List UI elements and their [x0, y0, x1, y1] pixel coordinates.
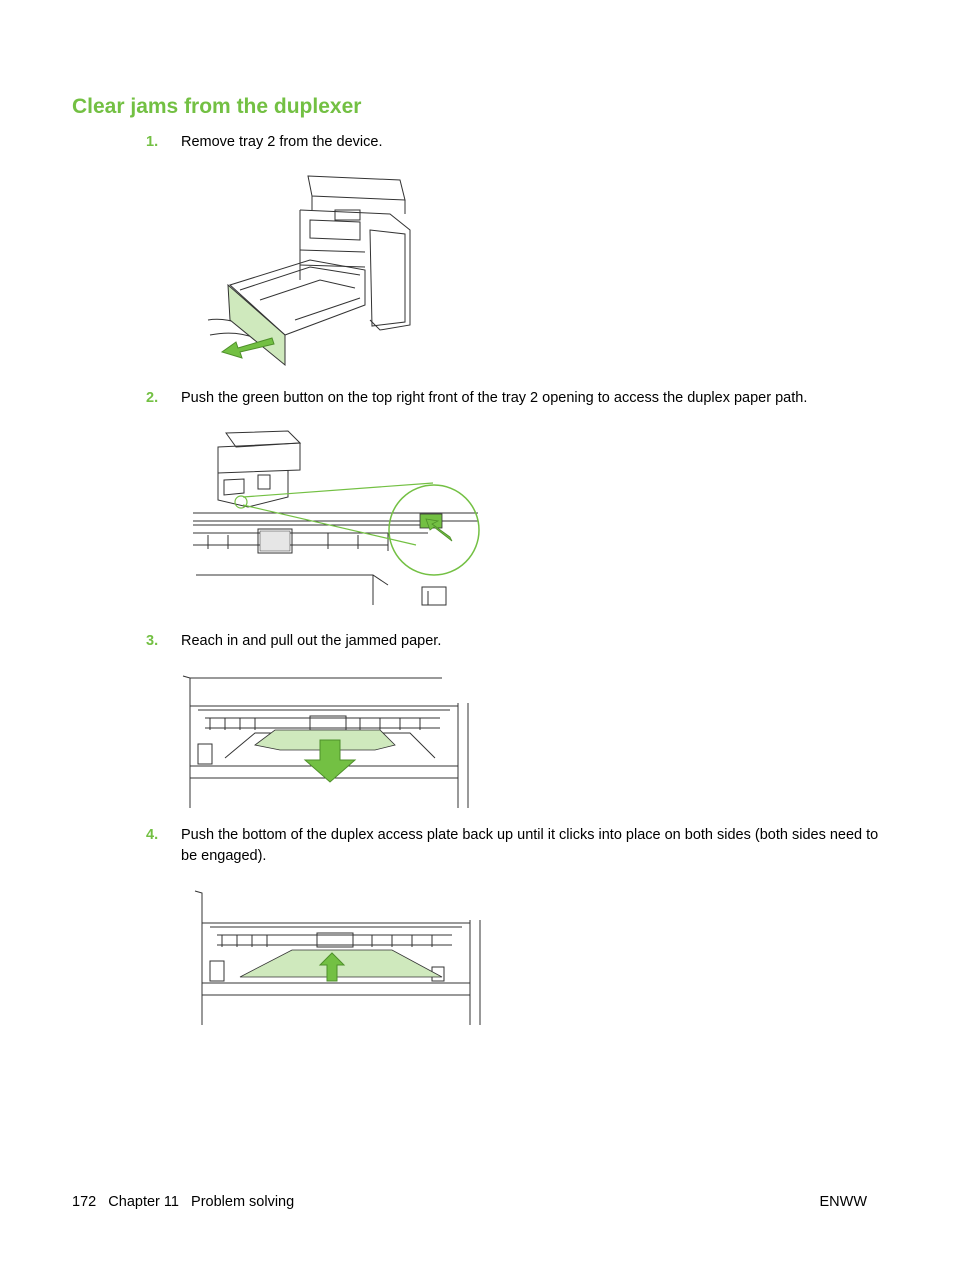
close-duplex-plate-illustration [192, 885, 492, 1030]
page-title: Clear jams from the duplexer [72, 95, 362, 118]
step-3-number: 3. [146, 633, 159, 649]
pull-jammed-paper-illustration [180, 668, 480, 813]
footer-locale: ENWW [819, 1194, 867, 1210]
step-1-text: Remove tray 2 from the device. [181, 134, 383, 150]
printer-tray-removal-illustration [200, 170, 430, 370]
step-2-number: 2. [146, 390, 159, 406]
step-1-number: 1. [146, 134, 159, 150]
step-3-text: Reach in and pull out the jammed paper. [181, 633, 442, 649]
footer-page-info: 172 Chapter 11 Problem solving [72, 1194, 295, 1210]
step-4-text: Push the bottom of the duplex access plate back up until it clicks into place on both sides (both sides need to be engaged). [181, 827, 879, 864]
step-4-number: 4. [146, 827, 159, 843]
duplex-button-callout-illustration [188, 425, 488, 610]
step-2-text: Push the green button on the top right front of the tray 2 opening to access the duplex paper path. [181, 390, 808, 406]
